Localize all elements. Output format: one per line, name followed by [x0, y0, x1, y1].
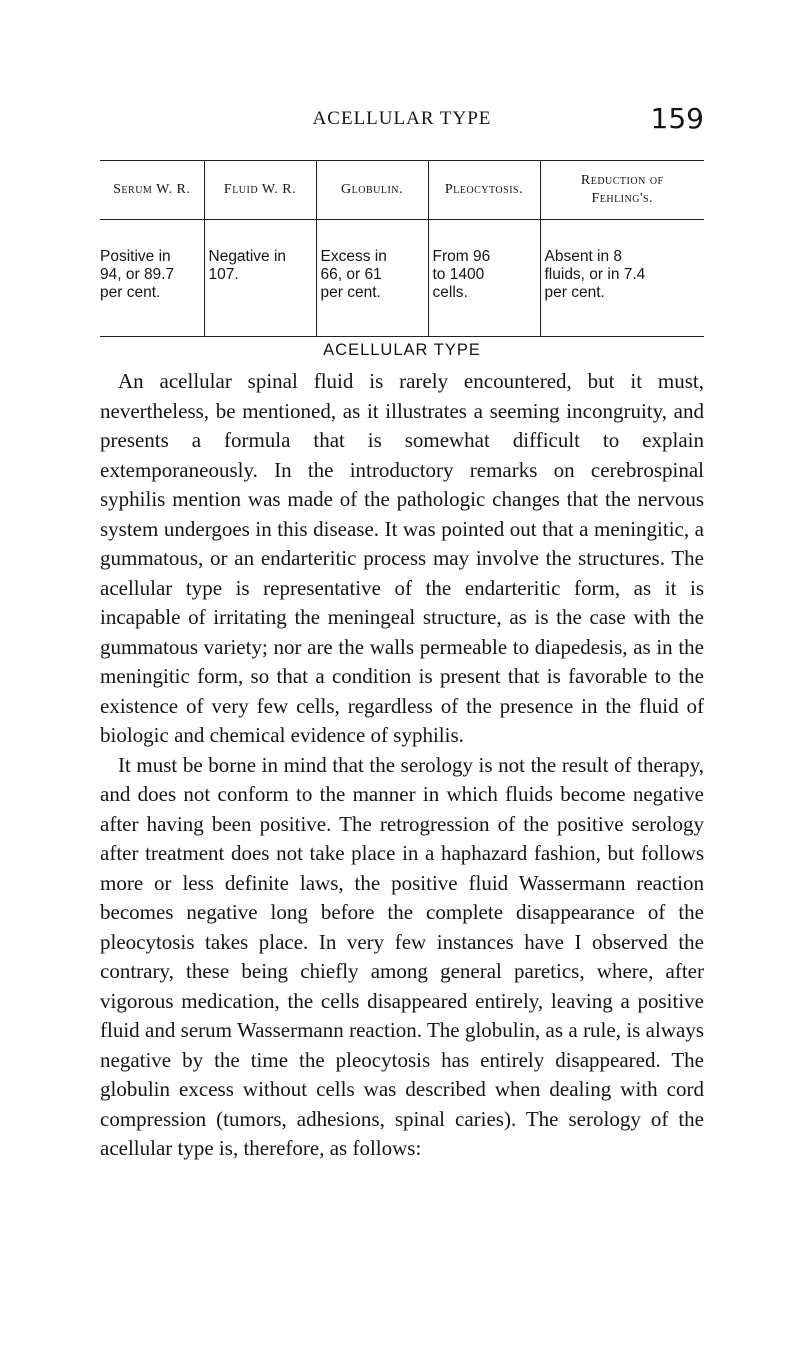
- header-label: Globulin.: [341, 182, 403, 197]
- cell-text: From 96 to 1400 cells.: [432, 248, 491, 301]
- running-title: ACELLULAR TYPE: [312, 108, 492, 129]
- cell-text: Negative in 107.: [208, 248, 287, 283]
- paragraph: It must be borne in mind that the serology is not the result of therapy, and does not conform to the manner in which fluids become negative after having been positive. The retrogression of the positive serology after treatment does not take place in a haphazard fashion, but follows more or less definite laws, the positive fluid Wassermann reaction becomes negative long before the complete disappearance of the pleocytosis takes place. In very few instances have I observed the contrary, these being chiefly among general paretics, where, after vigorous medication, the cells disappeared entirely, leaving a positive fluid and serum Wassermann reaction. The globulin, as a rule, is always negative by the time the pleocytosis has entirely disappeared. The globulin excess without cells was described when dealing with cord compression (tumors, adhesions, spinal caries). The serology of the acellular type is, therefore, as follows:: [100, 752, 704, 1160]
- serology-table: [100, 160, 704, 337]
- cell-serum-wr: [100, 220, 204, 337]
- running-head: [100, 102, 704, 138]
- header-label: Pleocytosis.: [444, 182, 524, 197]
- paragraph: An acellular spinal fluid is rarely encountered, but it must, nevertheless, be mentioned, as it illustrates a seeming incongruity, and presents a formula that is somewhat difficult to explain extemporaneously. In the introductory remarks on cerebrospinal syphilis mention was made of the pathologic changes that the nervous system undergoes in this disease. It was pointed out that a meningitic, a gummatous, or an endarteritic process may involve the structures. The acellular type is representative of the endarteritic form, as it is incapable of irritating the meningeal structure, as is the case with the gummatous variety; nor are the walls permeable to diapedesis, as in the meningitic form, so that a condition is present that is favorable to the existence of very few cells, regardless of the presence in the fluid of biologic and chemical evidence of syphilis.: [100, 369, 704, 747]
- cell-text: Positive in 94, or 89.7 per cent.: [100, 248, 175, 301]
- header-pleocytosis: [428, 161, 540, 220]
- header-globulin: [316, 161, 428, 220]
- header-fehling-reduction: [540, 161, 704, 220]
- page-number: 159: [650, 102, 704, 135]
- cell-fehling-reduction: [540, 220, 704, 337]
- cell-fluid-wr: [204, 220, 316, 337]
- header-label: Fluid W. R.: [223, 182, 297, 197]
- cell-text: Absent in 8 fluids, or in 7.4 per cent.: [544, 248, 646, 301]
- header-serum-wr: [100, 161, 204, 220]
- header-fluid-wr: [204, 161, 316, 220]
- serology-table-wrapper: [100, 160, 704, 337]
- cell-text: Excess in 66, or 61 per cent.: [320, 248, 387, 301]
- header-label: Reduction of Fehling's.: [580, 173, 664, 206]
- cell-pleocytosis: [428, 220, 540, 337]
- table-row: [100, 220, 704, 337]
- header-label: Serum W. R.: [113, 182, 191, 197]
- cell-globulin: [316, 220, 428, 337]
- table-header-row: [100, 161, 704, 220]
- section-heading: ACELLULAR TYPE: [323, 341, 481, 359]
- body-text: [100, 367, 704, 1164]
